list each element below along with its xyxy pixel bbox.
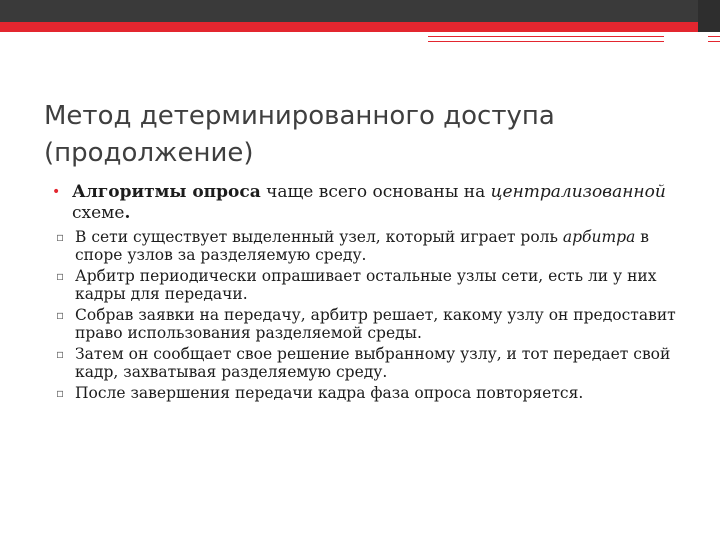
main-point-text-end: схеме <box>72 203 125 223</box>
list-item <box>52 307 682 342</box>
square-bullet-icon: ▫ <box>56 269 65 283</box>
list-item-text: Арбитр периодически опрашивает остальные узлы сети, есть ли у них кадры для передачи. <box>75 267 657 303</box>
header-rule-line <box>708 36 720 37</box>
main-point-bold: Алгоритмы опроса <box>72 182 261 202</box>
header-rule-line <box>428 36 664 37</box>
bullet-icon: • <box>52 184 61 200</box>
header-rule-line <box>708 41 720 42</box>
list-item <box>52 229 682 264</box>
sub-bullet-list <box>52 229 682 403</box>
list-item-italic: арбитра <box>562 228 636 246</box>
main-point-italic: централизованной <box>490 182 666 202</box>
header-red-band <box>0 22 698 32</box>
main-bullet-point <box>52 182 682 224</box>
list-item <box>52 268 682 303</box>
list-item-text-end: в споре узлов за разделяемую среду. <box>75 228 649 264</box>
header-rule-line <box>428 41 664 42</box>
list-item-text: После завершения передачи кадра фаза опроса повторяется. <box>75 384 584 402</box>
list-item <box>52 385 682 403</box>
slide-content <box>52 182 682 407</box>
main-point-period: . <box>124 203 131 223</box>
slide-title: Метод детерминированного доступа (продолжение) <box>44 101 555 168</box>
list-item <box>52 346 682 381</box>
square-bullet-icon: ▫ <box>56 308 65 322</box>
square-bullet-icon: ▫ <box>56 386 65 400</box>
list-item-text: Затем он сообщает свое решение выбранному узлу, и тот передает свой кадр, захватывая разделяемую среду. <box>75 345 671 381</box>
list-item-text: Собрав заявки на передачу, арбитр решает, какому узлу он предоставит право использования разделяемой среды. <box>75 306 676 342</box>
header-corner-block <box>698 0 720 32</box>
square-bullet-icon: ▫ <box>56 230 65 244</box>
square-bullet-icon: ▫ <box>56 347 65 361</box>
list-item-text: В сети существует выделенный узел, который играет роль <box>75 228 563 246</box>
header-dark-band <box>0 0 720 22</box>
main-point-text: чаще всего основаны на <box>260 182 491 202</box>
